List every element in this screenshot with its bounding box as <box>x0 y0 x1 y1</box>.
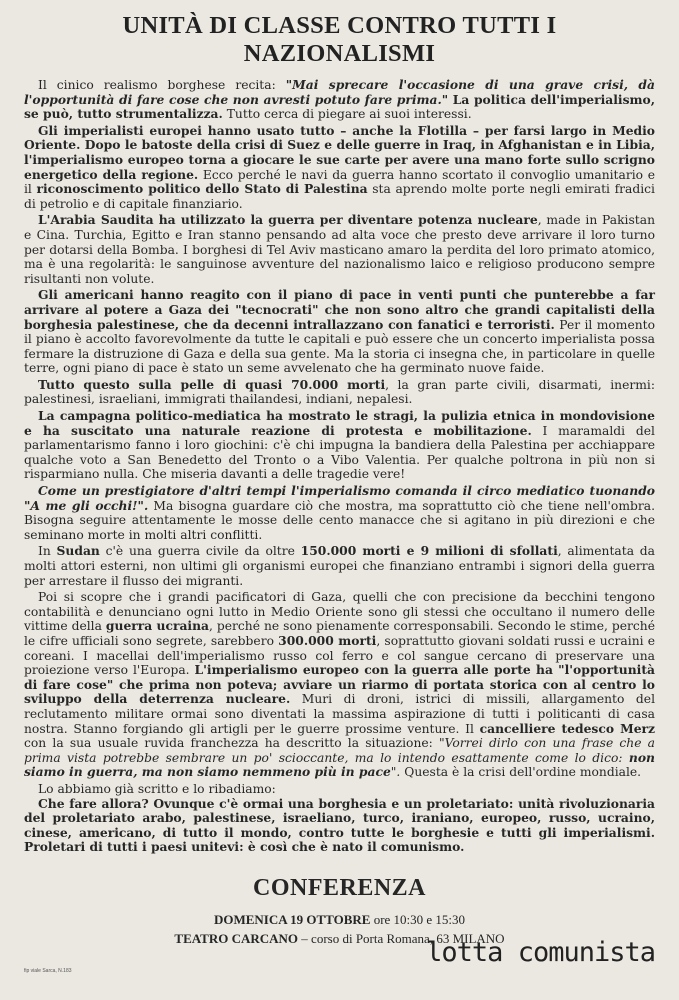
p9-text-g: Muri di droni, istrici di missili, allargamento del reclutamento militare ormai sono diventati la massima aspirazione di tutti i politicanti di casa nostra. Stanno forgiando gli artigli per le guerre prossime venture. Il <box>24 692 656 736</box>
p9-bold-b: guerra ucraina <box>105 618 210 634</box>
paragraph-9 <box>24 590 655 780</box>
conference-date-line <box>24 910 655 929</box>
page-title: UNITÀ DI CLASSE CONTRO TUTTI I NAZIONALISMI <box>122 12 557 67</box>
p3-text: , made in Pakistan e Cina. Turchia, Egitto e Iran stanno pensando ad alta voce che presto deve arrivare il loro turno per dotarsi della Bomba. I borghesi di Tel Aviv masticano amaro la perdita del loro primato atomico, ma è una regolarità: le sanguinose avventure del nazionalismo laico e religioso producono sempre risultanti non volute. <box>24 213 655 286</box>
article-body <box>24 78 655 855</box>
conference-title: CONFERENZA <box>252 874 426 901</box>
paragraph-6 <box>24 409 655 482</box>
paragraph-3 <box>24 213 655 286</box>
p2-bold: Gli imperialisti europei hanno usato tutto – anche la Flotilla – per farsi largo in Medio Oriente. Dopo le batoste della crisi di Suez e delle guerre in Iraq, in Afghanistan e in Libia, l'imperialismo europeo torna a giocare le sue carte per avere una mano forte sullo scrigno energetico della regione. <box>24 122 655 182</box>
p6-text: I maramaldi del parlamentarismo fanno i loro giochini: c'è chi impugna la bandiera della Palestina per acchiappare qualche voto a San Benedetto del Tronto o a Vibo Valentia. Per qualche poltrona in più non si risparmiano nulla. Che miseria davanti a delle tragedie vere! <box>24 423 655 482</box>
p2-text-d: sta aprendo molte porte negli emirati fradici di petrolio e di capitale finanziario. <box>24 182 655 211</box>
p9-text-e: , soprattutto giovani soldati russi e ucraini e coreani. I macellai dell'imperialismo russo col ferro e col sangue cercano di preservare una proiezione verso l'Europa. <box>24 633 655 678</box>
paragraph-7 <box>24 484 655 542</box>
p9-quote-bold: non siamo in guerra, ma non siamo nemmeno più in pace <box>24 749 655 780</box>
p3-bold: L'Arabia Saudita ha utilizzato la guerra per diventare potenza nucleare <box>38 212 538 228</box>
p4-text: Per il momento il piano è accolto favorevolmente da tutte le capitali e può essere che un concerto imperialista possa fermare la distruzione di Gaza e della sua gente. Ma la storia ci insegna che, in particolare in quelle terre, ogni piano di pace è stato un seme avvelenato che ha germinato nuove faide. <box>24 317 655 376</box>
paragraph-10: Lo abbiamo già scritto e lo ribadiamo: <box>38 781 276 796</box>
p8-bold-sudan: Sudan <box>56 543 100 559</box>
p9-quote-end: ". <box>390 765 401 780</box>
paragraph-4 <box>24 288 655 376</box>
closing-statement: Che fare allora? Ovunque c'è ormai una borghesia e un proletariato: unità rivoluzionaria del proletariato arabo, palestinese, israeliano, turco, iraniano, europeo, russo, ucraino, cinese, americano, di tutto il mondo, contro tutte le borghesie e tutti gli imperialismi. Proletari di tutti i paesi unitevi: è così che è nato il comunismo. <box>24 795 655 855</box>
p6-bold: La campagna politico-mediatica ha mostrato le stragi, la pulizia etnica in mondovisione e ha suscitato una naturale reazione di protesta e mobilitazione. <box>24 408 655 438</box>
paragraph-8 <box>24 544 655 588</box>
brand-logo: lotta comunista <box>426 937 655 968</box>
p8-text-c: c'è una guerra civile da oltre <box>99 544 301 559</box>
conference-address: – corso di Porta Romana, 63 MILANO <box>298 930 505 946</box>
p5-text: , la gran parte civili, disarmati, inermi: palestinesi, israeliani, immigrati thailandesi, indiani, nepalesi. <box>24 377 655 407</box>
p9-text-a: Poi si scopre che i grandi pacificatori di Gaza, quelli che con precisione da becchini tengono contabilità e denunciano ogni lutto in Medio Oriente sono gli stessi che occultano il numero delle vittime della <box>24 590 655 634</box>
p9-bold-merz: cancelliere tedesco Merz <box>479 720 655 736</box>
print-note: fip viale Sarca, N.183 <box>24 968 72 974</box>
p8-bold-figures: 150.000 morti e 9 milioni di sfollati <box>300 543 558 559</box>
p1-bold: La politica dell'imperialismo, se può, tutto strumentalizza. <box>24 91 656 122</box>
conference-times: ore 10:30 e 15:30 <box>370 911 466 927</box>
p8-text-e: , alimentata da molti attori esterni, non ultimi gli organismi europei che finanziano entrambi i signori della guerra per arrestare il flusso dei migranti. <box>24 544 655 588</box>
conference-venue: TEATRO CARCANO <box>174 930 299 946</box>
p9-bold-f: L'imperialismo europeo con la guerra alle porte ha "l'opportunità di fare cose" che prima non poteva; avviare un riarmo di portata storica con al centro lo sviluppo della deterrenza nucleare. <box>24 662 655 707</box>
p9-quote: "Vorrei dirlo con una frase che a prima vista potrebbe sembrare un po' scioccante, ma lo intendo esattamente come lo dico: <box>24 736 655 765</box>
p7-text: Ma bisogna guardare ciò che mostra, ma soprattutto ciò che tiene nell'ombra. Bisogna seguire attentamente le mosse delle cento manacce che si agitano in più direzioni e che seminano morte in molti altri conflitti. <box>24 498 655 542</box>
p7-bold-italic: Come un prestigiatore d'altri tempi l'imperialismo comanda il circo mediatico tuonando "A me gli occhi!". <box>24 483 655 513</box>
p9-bold-d: 300.000 morti <box>278 632 377 648</box>
p1-text-a: Il cinico realismo borghese recita: <box>38 78 286 92</box>
p9-text-i: con la sua usuale ruvida franchezza ha descritto la situazione: <box>24 736 439 751</box>
paragraph-1 <box>24 78 655 122</box>
p2-bold-c: riconoscimento politico dello Stato di Palestina <box>36 181 368 197</box>
p2-text-b: Ecco perché le navi da guerra hanno scortato il convoglio umanitario e il <box>24 167 655 197</box>
p5-bold: Tutto questo sulla pelle di quasi 70.000 morti <box>38 376 386 392</box>
paragraph-5 <box>24 378 655 407</box>
p9-text-m: Questa è la crisi dell'ordine mondiale. <box>400 765 642 780</box>
paragraph-2 <box>24 124 655 212</box>
p1-text-d: Tutto cerca di piegare ai suoi interessi. <box>222 107 472 122</box>
p8-text-a: In <box>38 544 57 559</box>
p1-quote: "Mai sprecare l'occasione di una grave crisi, dà l'opportunità di fare cose che non avresti potuto fare prima." <box>24 77 655 107</box>
conference-date: DOMENICA 19 OTTOBRE <box>213 911 371 927</box>
p9-text-c: , perché ne sono pienamente corresponsabili. Secondo le stime, perché le cifre ufficiali sono segrete, sarebbero <box>24 619 655 648</box>
p4-bold: Gli americani hanno reagito con il piano di pace in venti punti che punterebbe a far arrivare al potere a Gaza dei "tecnocrati" che non sono altro che grandi capitalisti della borghesia palestinese, che da decenni intrallazzano con fanatici e terroristi. <box>24 287 655 332</box>
